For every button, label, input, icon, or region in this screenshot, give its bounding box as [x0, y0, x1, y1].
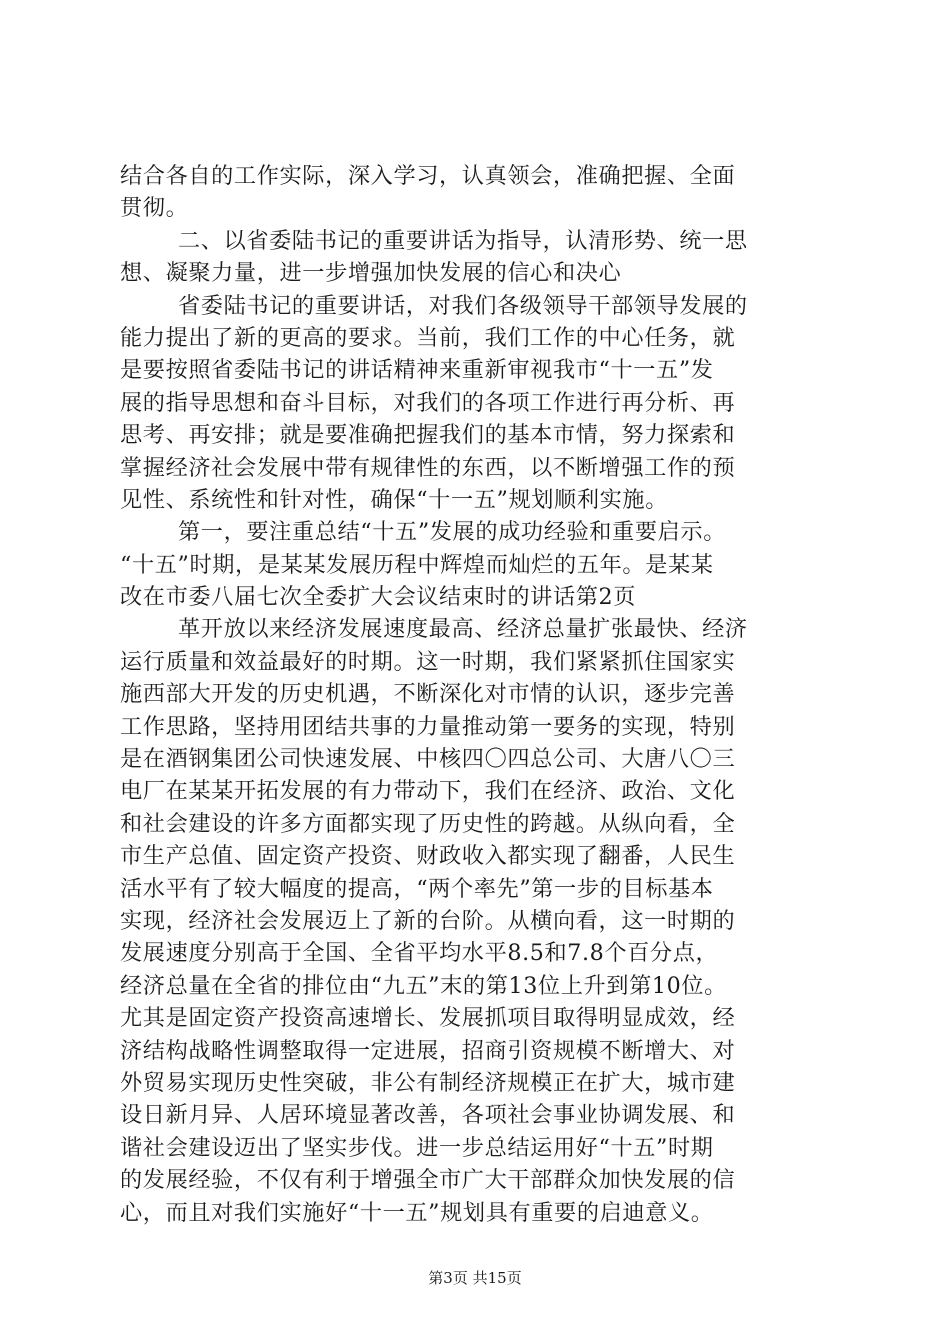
- text-line: 第一，要注重总结“十五”发展的成功经验和重要启示。: [178, 519, 726, 546]
- section-heading: 二、以省委陆书记的重要讲话为指导，认清形势、统一思: [178, 227, 748, 254]
- text-line: 尤其是固定资产投资高速增长、发展抓项目取得明显成效，经: [120, 1005, 736, 1032]
- text-line: 能力提出了新的更高的要求。当前，我们工作的中心任务，就: [120, 324, 736, 351]
- text-line: 是要按照省委陆书记的讲话精神来重新审视我市“十一五”发: [120, 357, 714, 384]
- text-line: 是在酒钢集团公司快速发展、中核四〇四总公司、大唐八〇三: [120, 746, 736, 773]
- text-line: 运行质量和效益最好的时期。这一时期，我们紧紧抓住国家实: [120, 648, 736, 675]
- text-line: 工作思路，坚持用团结共事的力量推动第一要务的实现，特别: [120, 713, 736, 740]
- text-line: 革开放以来经济发展速度最高、经济总量扩张最快、经济: [178, 616, 748, 643]
- text-line: 市生产总值、固定资产投资、财政收入都实现了翻番，人民生: [120, 843, 736, 870]
- text-line: 贯彻。: [120, 195, 189, 222]
- text-line: 外贸易实现历史性突破，非公有制经济规模正在扩大，城市建: [120, 1069, 736, 1096]
- text-line: 改在市委八届七次全委扩大会议结束时的讲话第2页: [120, 584, 637, 611]
- text-line: 实现，经济社会发展迈上了新的台阶。从横向看，这一时期的: [120, 907, 736, 934]
- text-line: “十五”时期，是某某发展历程中辉煌而灿烂的五年。是某某: [120, 551, 714, 578]
- text-line: 省委陆书记的重要讲话，对我们各级领导干部领导发展的: [178, 292, 748, 319]
- text-line: 电厂在某某开拓发展的有力带动下，我们在经济、政治、文化: [120, 778, 736, 805]
- text-line: 设日新月异、人居环境显著改善，各项社会事业协调发展、和: [120, 1102, 736, 1129]
- page-number-footer: 第3页 共15页: [428, 1269, 522, 1287]
- text-line: 展的指导思想和奋斗目标，对我们的各项工作进行再分析、再: [120, 389, 736, 416]
- document-body: [120, 160, 832, 1229]
- text-line: 施西部大开发的历史机遇，不断深化对市情的认识，逐步完善: [120, 681, 736, 708]
- text-line: 思考、再安排；就是要准确把握我们的基本市情，努力探索和: [120, 422, 736, 449]
- text-line: 经济总量在全省的排位由“九五”末的第13位上升到第10位。: [120, 972, 727, 999]
- text-line: 活水平有了较大幅度的提高，“两个率先”第一步的目标基本: [120, 875, 714, 902]
- text-line: 发展速度分别高于全国、全省平均水平8.5和7.8个百分点，: [120, 940, 719, 967]
- text-line: 掌握经济社会发展中带有规律性的东西，以不断增强工作的预: [120, 454, 736, 481]
- text-line: 谐社会建设迈出了坚实步伐。进一步总结运用好“十五”时期: [120, 1134, 714, 1161]
- section-heading: 想、凝聚力量，进一步增强加快发展的信心和决心: [120, 260, 622, 287]
- text-line: 结合各自的工作实际，深入学习，认真领会，准确把握、全面: [120, 163, 736, 189]
- text-line: 的发展经验，不仅有利于增强全市广大干部群众加快发展的信: [120, 1167, 736, 1194]
- text-line: 心，而且对我们实施好“十一五”规划具有重要的启迪意义。: [120, 1199, 714, 1226]
- text-line: 济结构战略性调整取得一定进展，招商引资规模不断增大、对: [120, 1037, 736, 1064]
- text-line: 见性、系统性和针对性，确保“十一五”规划顺利实施。: [120, 486, 668, 513]
- text-line: 和社会建设的许多方面都实现了历史性的跨越。从纵向看，全: [120, 810, 736, 837]
